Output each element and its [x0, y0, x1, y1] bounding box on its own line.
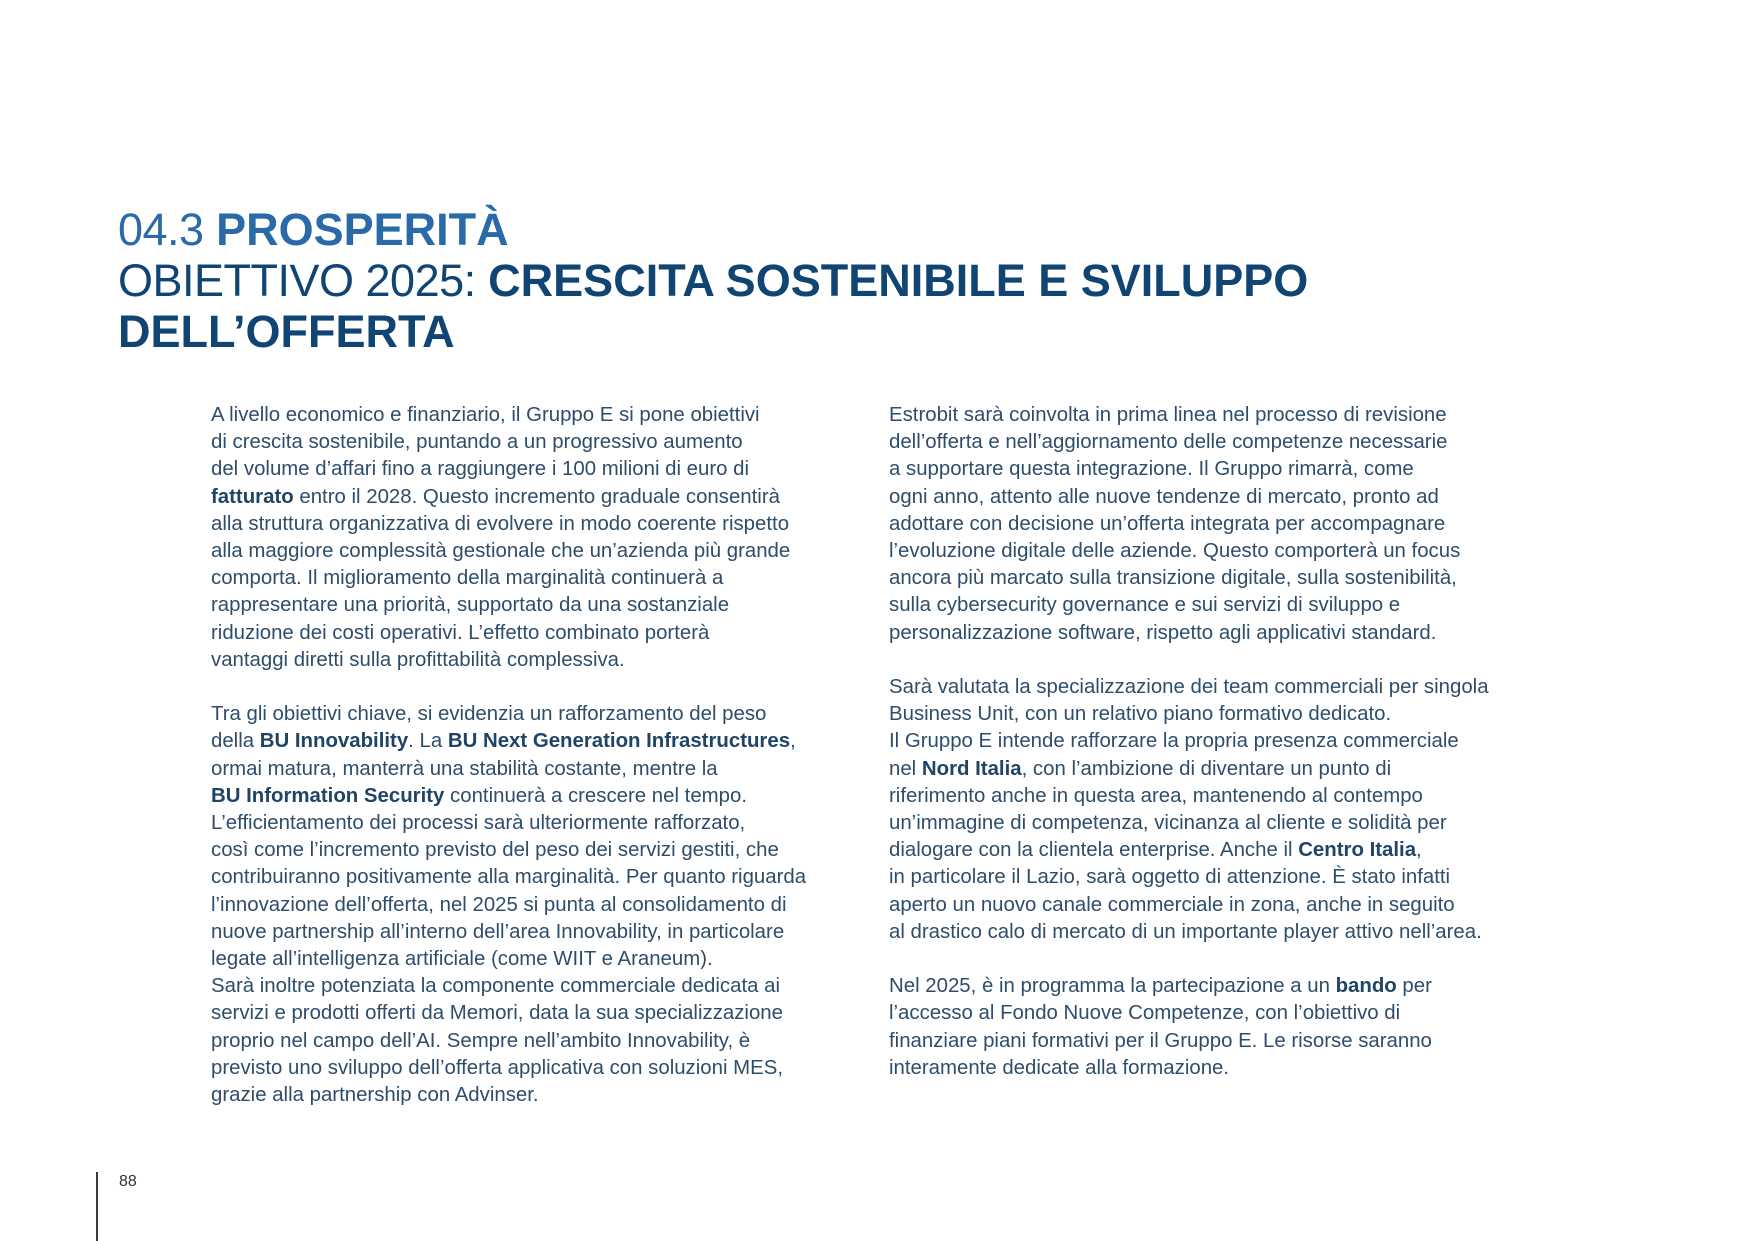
body-text: adottare con decisione un’offerta integrata per accompagnare	[889, 512, 1446, 535]
text-line	[889, 728, 1489, 755]
text-line	[211, 511, 806, 538]
text-line	[889, 565, 1489, 592]
text-line	[211, 402, 806, 429]
emphasis-text: bando	[1335, 975, 1397, 998]
text-line	[211, 538, 806, 565]
body-text: ,	[790, 730, 796, 753]
text-line	[211, 1055, 806, 1082]
text-line	[889, 919, 1489, 946]
body-text: così come l’incremento previsto del peso dei servizi gestiti, che	[211, 839, 779, 862]
body-text: alla maggiore complessità gestionale che un’azienda più grande	[211, 540, 791, 563]
right-paragraph	[889, 973, 1489, 1082]
text-line	[211, 919, 806, 946]
body-text: . La	[408, 730, 448, 753]
text-line	[211, 620, 806, 647]
right-paragraph	[889, 402, 1489, 647]
body-text: personalizzazione software, rispetto agli applicativi standard.	[889, 621, 1437, 644]
left-paragraph	[211, 701, 806, 1109]
body-text: ogni anno, attento alle nuove tendenze di mercato, pronto ad	[889, 485, 1439, 508]
text-line	[211, 565, 806, 592]
body-text: Estrobit sarà coinvolta in prima linea nel processo di revisione	[889, 404, 1447, 426]
body-text: rappresentare una priorità, supportato da una sostanziale	[211, 594, 730, 617]
text-line	[889, 783, 1489, 810]
text-line	[889, 456, 1489, 483]
body-text: della	[211, 730, 260, 753]
body-text: proprio nel campo dell’AI. Sempre nell’ambito Innovability, è	[211, 1029, 751, 1052]
text-line	[211, 1082, 806, 1109]
text-line	[889, 973, 1489, 1000]
text-line	[211, 728, 806, 755]
text-line	[211, 756, 806, 783]
body-text: l’innovazione dell’offerta, nel 2025 si punta al consolidamento di	[211, 893, 787, 916]
body-text: servizi e prodotti offerti da Memori, data la sua specializzazione	[211, 1002, 783, 1025]
body-text: Nel 2025, è in programma la partecipazione a un	[889, 975, 1336, 998]
objective-label: OBIETTIVO 2025:	[118, 255, 476, 306]
text-line	[889, 892, 1489, 919]
text-line	[889, 1028, 1489, 1055]
body-text: alla struttura organizzativa di evolvere in modo coerente rispetto	[211, 512, 790, 535]
text-line	[889, 674, 1489, 701]
body-text: dell’offerta e nell’aggiornamento delle competenze necessarie	[889, 431, 1448, 454]
objective-title-line1: CRESCITA SOSTENIBILE E SVILUPPO	[488, 255, 1309, 306]
emphasis-text: BU Innovability	[259, 730, 409, 753]
body-text: nuove partnership all’interno dell’area Innovability, in particolare	[211, 920, 785, 943]
body-text: sulla cybersecurity governance e sui servizi di sviluppo e	[889, 594, 1401, 617]
text-line	[211, 1000, 806, 1027]
text-line	[211, 783, 806, 810]
body-text: grazie alla partnership con Advinser.	[211, 1084, 539, 1107]
body-text: un’immagine di competenza, vicinanza al cliente e solidità per	[889, 812, 1447, 835]
body-text: contribuiranno positivamente alla marginalità. Per quanto riguarda	[211, 866, 807, 889]
text-line	[211, 592, 806, 619]
text-line	[211, 701, 806, 728]
emphasis-text: BU Information Security	[211, 784, 445, 807]
body-text: a supportare questa integrazione. Il Gruppo rimarrà, come	[889, 458, 1414, 481]
body-text: aperto un nuovo canale commerciale in zona, anche in seguito	[889, 893, 1455, 916]
emphasis-text: Centro Italia	[1298, 839, 1417, 862]
text-line	[889, 1055, 1489, 1082]
body-text: per	[1396, 975, 1432, 998]
body-text: ormai matura, manterrà una stabilità costante, mentre la	[211, 757, 718, 780]
text-line	[211, 946, 806, 973]
text-line	[211, 647, 806, 674]
text-line	[889, 592, 1489, 619]
text-line	[211, 973, 806, 1000]
text-line	[211, 456, 806, 483]
text-line	[211, 810, 806, 837]
text-line	[889, 511, 1489, 538]
text-line	[211, 1028, 806, 1055]
section-title: PROSPERITÀ	[216, 204, 509, 255]
text-line	[889, 484, 1489, 511]
body-text: l’accesso al Fondo Nuove Competenze, con l’obiettivo di	[889, 1002, 1401, 1025]
text-line	[889, 701, 1489, 728]
page-number: 88	[119, 1173, 137, 1190]
text-line	[211, 484, 806, 511]
body-text: Business Unit, con un relativo piano formativo dedicato.	[889, 703, 1392, 726]
emphasis-text: BU Next Generation Infrastructures	[447, 730, 791, 753]
body-text: Tra gli obiettivi chiave, si evidenzia un rafforzamento del peso	[211, 703, 767, 726]
text-line	[889, 864, 1489, 891]
text-line	[889, 429, 1489, 456]
section-heading	[118, 204, 1518, 255]
text-line	[211, 892, 806, 919]
text-line	[211, 837, 806, 864]
page-heading	[118, 204, 1518, 357]
body-text: A livello economico e finanziario, il Gruppo E si pone obiettivi	[211, 404, 760, 426]
text-line	[889, 756, 1489, 783]
body-text: al drastico calo di mercato di un importante player attivo nell’area.	[889, 920, 1482, 943]
objective-heading-continued	[118, 306, 1518, 357]
body-text: Il Gruppo E intende rafforzare la propria presenza commerciale	[889, 730, 1459, 753]
section-number: 04.3	[118, 204, 204, 255]
objective-title-line2: DELL’OFFERTA	[118, 306, 455, 357]
body-text: L’efficientamento dei processi sarà ulteriormente rafforzato,	[211, 812, 746, 835]
left-text-column	[211, 402, 806, 1109]
page-margin-rule	[96, 1172, 98, 1241]
text-line	[889, 837, 1489, 864]
body-text: entro il 2028. Questo incremento graduale consentirà	[293, 485, 780, 508]
right-text-column	[889, 402, 1489, 1082]
body-text: nel	[889, 757, 922, 780]
body-text: del volume d’affari fino a raggiungere i 100 milioni di euro di	[211, 458, 750, 481]
left-paragraph	[211, 402, 806, 674]
text-line	[211, 429, 806, 456]
body-text: in particolare il Lazio, sarà oggetto di attenzione. È stato infatti	[889, 866, 1451, 889]
emphasis-text: fatturato	[211, 485, 294, 508]
body-text: riduzione dei costi operativi. L’effetto combinato porterà	[211, 621, 710, 644]
body-text: previsto uno sviluppo dell’offerta applicativa con soluzioni MES,	[211, 1056, 784, 1079]
text-line	[889, 402, 1489, 429]
text-line	[889, 1000, 1489, 1027]
body-text: dialogare con la clientela enterprise. Anche il	[889, 839, 1299, 862]
body-text: finanziare piani formativi per il Gruppo E. Le risorse saranno	[889, 1029, 1432, 1052]
body-text: l’evoluzione digitale delle aziende. Questo comporterà un focus	[889, 540, 1461, 563]
body-text: legate all’intelligenza artificiale (come WIIT e Araneum).	[211, 948, 713, 971]
objective-heading	[118, 255, 1518, 306]
body-text: ancora più marcato sulla transizione digitale, sulla sostenibilità,	[889, 567, 1457, 590]
body-text: di crescita sostenibile, puntando a un progressivo aumento	[211, 431, 743, 454]
body-text: continuerà a crescere nel tempo.	[444, 784, 748, 807]
text-line	[889, 538, 1489, 565]
body-text: comporta. Il miglioramento della marginalità continuerà a	[211, 567, 724, 590]
body-text: Sarà inoltre potenziata la componente commerciale dedicata ai	[211, 975, 780, 998]
body-text: riferimento anche in questa area, mantenendo al contempo	[889, 784, 1423, 807]
body-text: Sarà valutata la specializzazione dei team commerciali per singola	[889, 676, 1489, 699]
body-text: , con l’ambizione di diventare un punto di	[1021, 757, 1392, 780]
emphasis-text: Nord Italia	[921, 757, 1022, 780]
body-text: interamente dedicate alla formazione.	[889, 1056, 1230, 1079]
text-line	[889, 810, 1489, 837]
body-text: vantaggi diretti sulla profittabilità complessiva.	[211, 648, 625, 671]
body-text: ,	[1416, 839, 1422, 862]
right-paragraph	[889, 674, 1489, 946]
text-line	[211, 864, 806, 891]
text-line	[889, 620, 1489, 647]
